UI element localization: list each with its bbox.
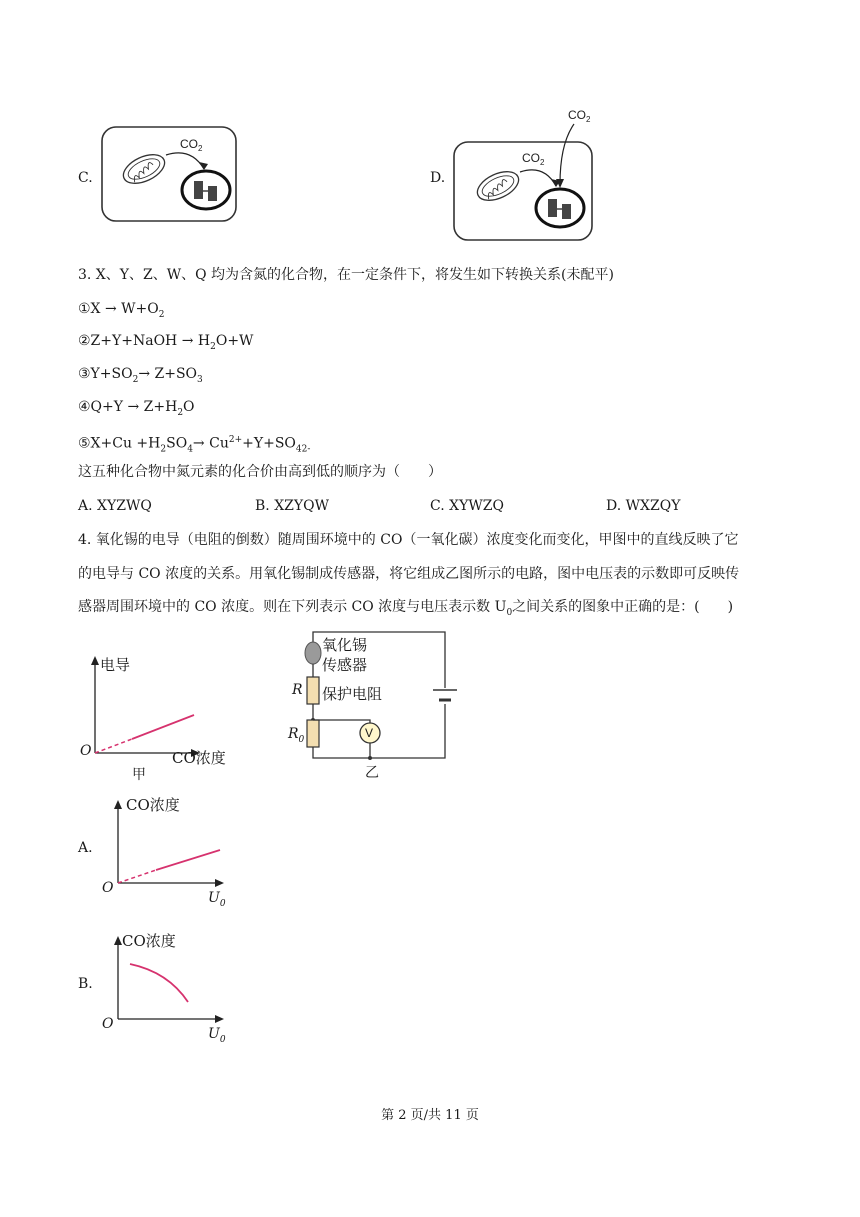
cell-diagram-c	[100, 125, 240, 225]
q4-stem-line-1: 4. 氧化锡的电导（电阻的倒数）随周围环境中的 CO（一氧化碳）浓度变化而变化，甲图中的直线反映了它	[78, 532, 739, 548]
q3-equation-4: ④Q+Y → $Z+H_2O$	[78, 399, 195, 418]
resistor-r0-label: $R_0$	[288, 726, 305, 745]
q4-option-b-label[interactable]: B.	[78, 976, 93, 992]
sensor-icon	[305, 642, 321, 664]
q3-choice-d[interactable]: D. WXZQY	[606, 498, 681, 514]
q3-equation-2: ②Z+Y+NaOH → $H_2O+W$	[78, 333, 254, 352]
graph-jia-caption: 甲	[132, 767, 146, 783]
q3-question: 这五种化合物中氮元素的化合价由高到低的顺序为（ ）	[78, 464, 442, 480]
page-footer: 第 2 页/共 11 页	[381, 1108, 479, 1123]
q4-option-b-origin: O	[102, 1016, 114, 1032]
circuit-caption: 乙	[365, 765, 379, 781]
graph-jia-origin: O	[80, 743, 92, 759]
option-d-label: D.	[430, 170, 446, 186]
circuit-yi	[280, 628, 480, 788]
co2-label-c: $CO_2$	[180, 137, 203, 153]
co2-label-d2: $CO_2$	[568, 108, 591, 124]
resistor-r-label: R	[292, 682, 303, 698]
q4-option-b-ylabel: CO浓度	[122, 932, 176, 950]
q4-stem-line-3: 感器周围环境中的 CO 浓度。则在下列表示 CO 浓度与电压表示数 $U_0$之间关系的图象中正确的是：( )	[78, 599, 734, 618]
sensor-label-2: 传感器	[322, 657, 368, 674]
mitochondrion-icon	[473, 166, 523, 206]
q3-equation-1: ①X → $W+O_2$	[78, 301, 165, 320]
sensor-label-1: 氧化锡	[322, 637, 368, 654]
q3-choice-a[interactable]: A. XYZWQ	[78, 498, 152, 514]
chloroplast-icon	[182, 171, 230, 209]
graph-jia-ylabel: 电导	[100, 656, 131, 674]
q4-option-a-origin: O	[102, 880, 114, 896]
resistor-r0	[307, 720, 319, 747]
q3-equation-3: $③Y+SO_2\to Z+SO_3$	[78, 366, 203, 385]
q4-option-a-label[interactable]: A.	[78, 840, 93, 856]
resistor-r	[307, 677, 319, 704]
mitochondrion-icon	[119, 149, 169, 189]
q4-option-a-xlabel: $U_0$	[208, 890, 226, 909]
graph-jia-xlabel: CO浓度	[172, 749, 226, 767]
q4-option-a-ylabel: CO浓度	[126, 796, 180, 814]
voltmeter-label: V	[365, 726, 374, 740]
q3-stem: 3. X、Y、Z、W、Q 均为含氮的化合物，在一定条件下，将发生如下转换关系(未配平)	[78, 267, 614, 283]
battery-icon	[433, 690, 457, 700]
q3-choice-c[interactable]: C. XYWZQ	[430, 498, 504, 514]
cell-diagram-d	[452, 104, 600, 246]
q3-equation-5: ⑤X+Cu $+H_2SO_4\to Cu^{2+}+Y+SO_{42-}$	[78, 435, 311, 455]
chloroplast-icon	[536, 189, 584, 227]
option-c-label: C.	[78, 170, 93, 186]
co2-label-d1: $CO_2$	[522, 151, 545, 167]
q4-stem-line-2: 的电导与 CO 浓度的关系。用氧化锡制成传感器，将它组成乙图所示的电路，图中电压表的示数即可反映传	[78, 566, 740, 582]
q3-choice-b[interactable]: B. XZYQW	[255, 498, 329, 514]
q4-option-b-xlabel: $U_0$	[208, 1026, 226, 1045]
resistor-r-desc: 保护电阻	[322, 686, 383, 703]
